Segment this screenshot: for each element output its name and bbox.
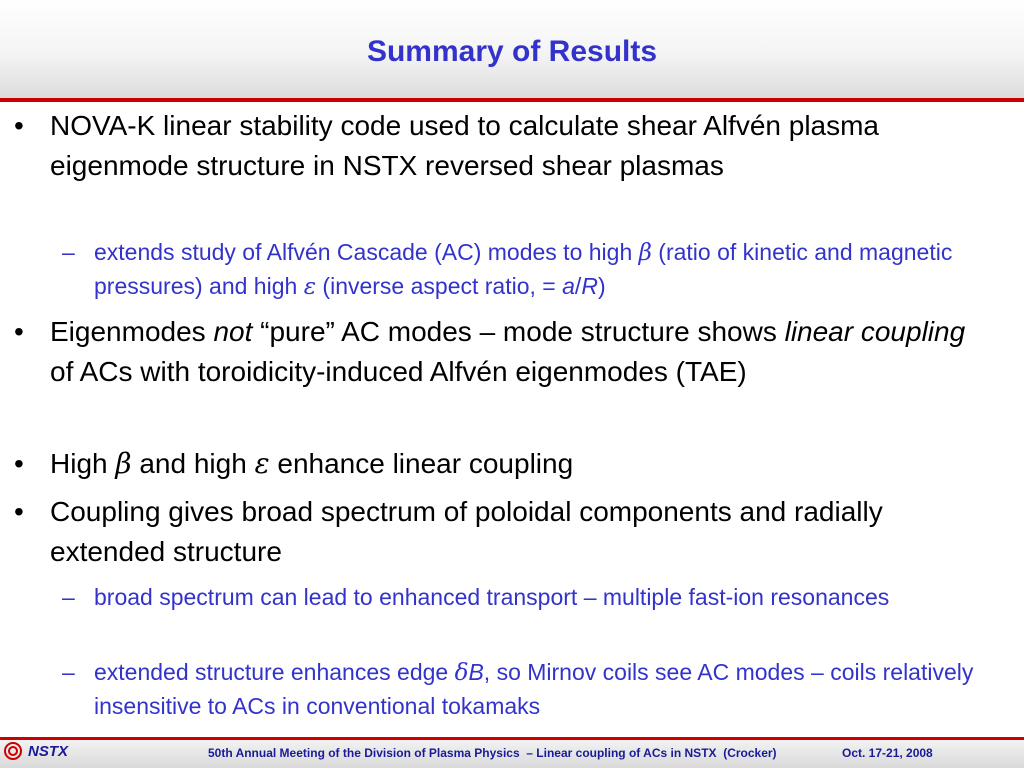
bullet-marker: •: [14, 448, 24, 479]
footer-date: Oct. 17-21, 2008: [842, 746, 933, 760]
bullet-text: Coupling gives broad spectrum of poloidal components and radially extended structure: [50, 496, 883, 567]
sub-bullet-item-4-1: [62, 581, 994, 614]
sub-bullet-text-part: (ratio of kinetic and magnetic pressures) and high: [94, 239, 953, 299]
beta-symbol: β: [115, 447, 132, 480]
slide-header: [0, 0, 1024, 98]
bullet-item-3: [14, 444, 970, 484]
variable-b: B: [468, 659, 484, 685]
bullet-text-part: High: [50, 448, 116, 479]
sub-bullet-text-part: extends study of Alfvén Cascade (AC) modes to high: [94, 239, 639, 265]
header-divider: [0, 98, 1024, 102]
epsilon-symbol: ε: [254, 447, 270, 480]
sub-bullet-marker: –: [62, 584, 75, 610]
bullet-text-part: “pure” AC modes – mode structure shows: [252, 316, 785, 347]
emphasis-not: not: [213, 316, 253, 347]
emphasis-linear-coupling: linear coupling: [784, 316, 966, 347]
sub-bullet-text-part: (inverse aspect ratio, =: [316, 273, 563, 299]
beta-symbol: β: [638, 240, 652, 266]
bullet-marker: •: [14, 316, 24, 347]
bullet-marker: •: [14, 110, 24, 141]
variable-a: a: [562, 273, 575, 299]
sub-bullet-item-1-1: [62, 236, 994, 304]
bullet-text: NOVA-K linear stability code used to calculate shear Alfvén plasma eigenmode structure in NSTX reversed shear plasmas: [50, 110, 880, 181]
nstx-logo-icon: [4, 742, 22, 760]
slide-footer: [0, 740, 1024, 768]
sub-bullet-text-part: , so Mirnov coils see AC modes – coils relatively insensitive to ACs in conventional tokamaks: [94, 659, 974, 719]
nstx-logo: [4, 742, 68, 760]
sub-bullet-marker: –: [62, 659, 75, 685]
bullet-text-part: and high: [131, 448, 255, 479]
bullet-item-2: [14, 312, 970, 392]
variable-r: R: [581, 273, 598, 299]
bullet-text-part: of ACs with toroidicity-induced Alfvén eigenmodes (TAE): [50, 356, 747, 387]
slash-symbol: /: [574, 273, 582, 299]
bullet-marker: •: [14, 496, 24, 527]
bullet-text-part: Eigenmodes: [50, 316, 214, 347]
sub-bullet-text-part: ): [597, 273, 606, 299]
bullet-text-part: enhance linear coupling: [269, 448, 574, 479]
logo-text: NSTX: [28, 742, 69, 760]
footer-meeting-text: 50th Annual Meeting of the Division of Plasma Physics – Linear coupling of ACs in NSTX (Crocker): [208, 746, 777, 760]
bullet-item-1: [14, 106, 970, 186]
bullet-item-4: [14, 492, 970, 572]
epsilon-symbol: ε: [303, 274, 317, 300]
sub-bullet-item-4-2: [62, 656, 994, 723]
slide-title: Summary of Results: [366, 35, 658, 68]
delta-symbol: δ: [454, 660, 469, 686]
sub-bullet-marker: –: [62, 239, 75, 265]
sub-bullet-text: broad spectrum can lead to enhanced transport – multiple fast-ion resonances: [94, 584, 890, 610]
sub-bullet-text-part: extended structure enhances edge: [94, 659, 455, 685]
